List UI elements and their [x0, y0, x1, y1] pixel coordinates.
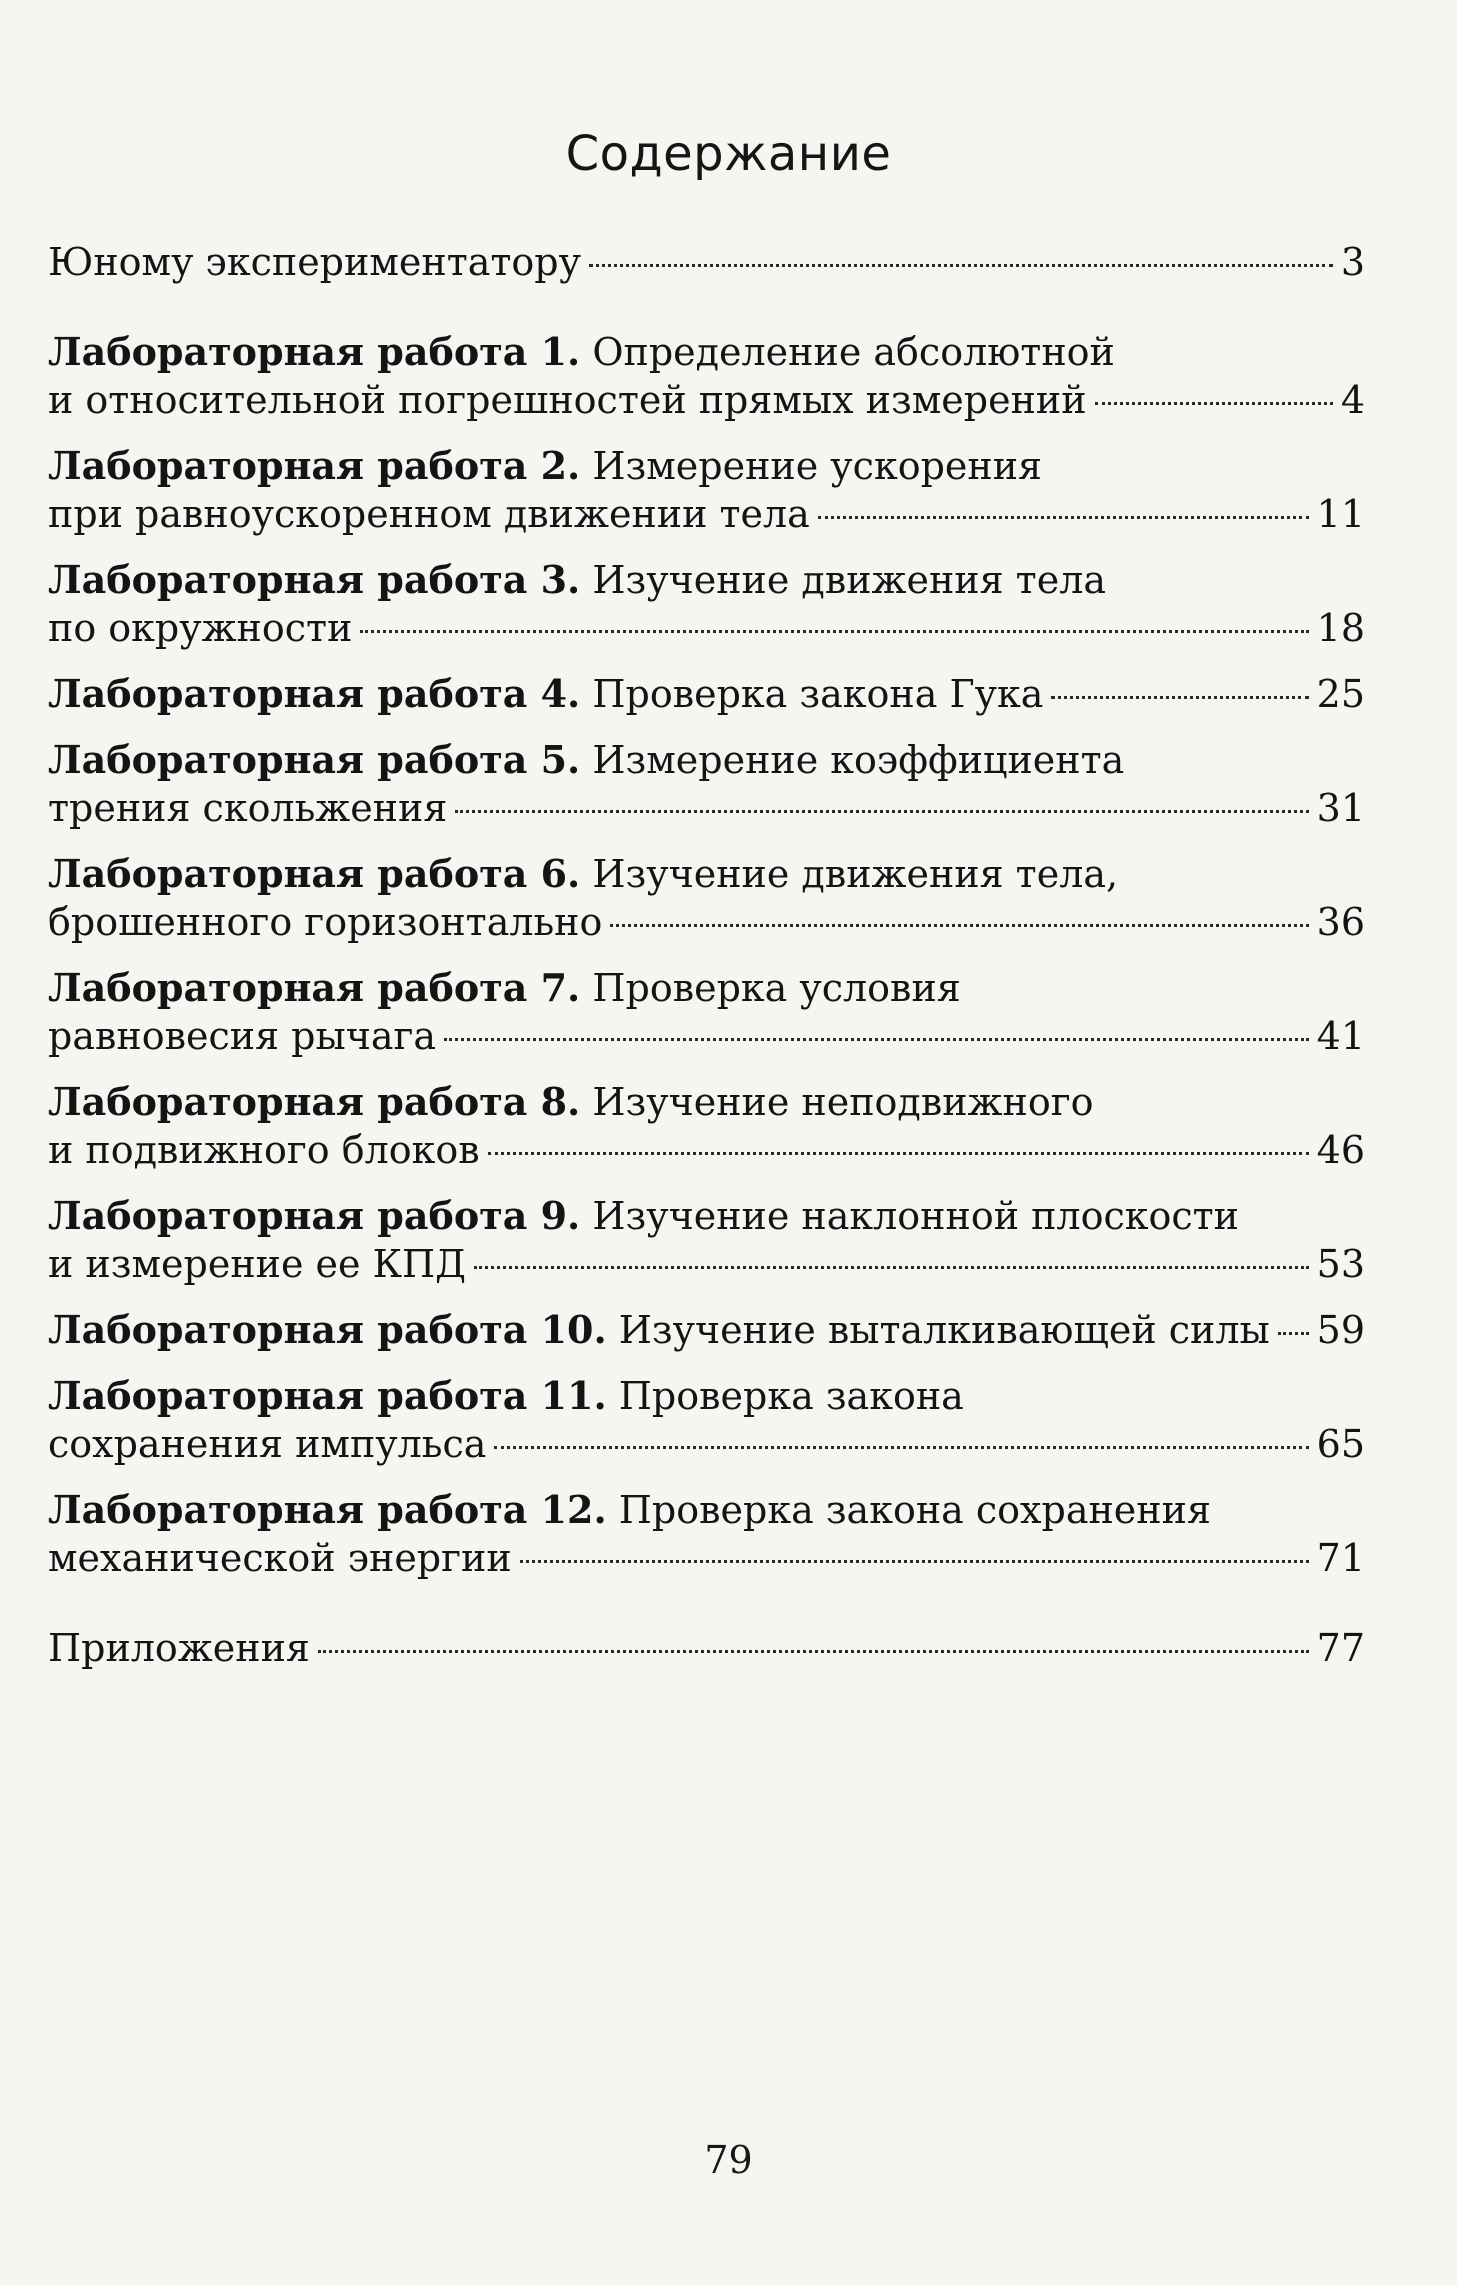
- toc-entry-page-number: 31: [1316, 786, 1365, 830]
- toc-entry-leader-line: [48, 1306, 1365, 1354]
- toc-entry-title-start: Проверка закона: [618, 1374, 964, 1418]
- dot-leader: [818, 516, 1309, 519]
- toc-entry-lab-number: Лабораторная работа 7.: [48, 965, 581, 1010]
- toc-entry-title-start: Изучение движения тела: [592, 558, 1106, 602]
- toc-entry-lab-number: Лабораторная работа 12.: [48, 1487, 607, 1532]
- toc-entry-lab-number: Лабораторная работа 10.: [48, 1307, 607, 1352]
- toc-entry[interactable]: [48, 556, 1365, 652]
- toc-entry-leader-line: [48, 898, 1365, 946]
- toc-entry-text: [48, 1534, 512, 1582]
- toc-entry-title: Приложения: [48, 1626, 310, 1670]
- toc-entry-title: и подвижного блоков: [48, 1128, 480, 1172]
- toc-entry[interactable]: [48, 1078, 1365, 1174]
- page-title: Содержание: [565, 126, 892, 182]
- toc-entry[interactable]: [48, 670, 1365, 718]
- toc-entry[interactable]: [48, 964, 1365, 1060]
- toc-entry[interactable]: [48, 1372, 1365, 1468]
- toc-entry-lab-number: Лабораторная работа 3.: [48, 557, 581, 602]
- toc-entry-leader-line: [48, 670, 1365, 718]
- toc-entry-title: и относительной погрешностей прямых измерений: [48, 378, 1087, 422]
- toc-entry-text: [48, 1624, 310, 1672]
- toc-entry-heading-line: [48, 736, 1365, 784]
- toc-entry-page-number: 77: [1316, 1626, 1365, 1670]
- toc-entry[interactable]: [48, 328, 1365, 424]
- toc-entry-heading-line: [48, 1192, 1365, 1240]
- toc-entry-title-start: Измерение ускорения: [592, 444, 1043, 488]
- toc-entry[interactable]: [48, 850, 1365, 946]
- toc-entry-heading-line: [48, 964, 1365, 1012]
- toc-entry-heading-line: [48, 1486, 1365, 1534]
- toc-entry[interactable]: [48, 238, 1365, 286]
- toc-entry-heading-line: [48, 556, 1365, 604]
- toc-entry[interactable]: [48, 1192, 1365, 1288]
- toc-entry-text: [48, 1012, 436, 1060]
- toc-entry-page-number: 18: [1316, 606, 1365, 650]
- toc-entry-title: трения скольжения: [48, 786, 448, 830]
- toc-entry-title: Проверка закона Гука: [592, 672, 1044, 716]
- toc-entry-title-start: Изучение неподвижного: [592, 1080, 1094, 1124]
- toc-entry-title: и измерение ее КПД: [48, 1242, 467, 1286]
- toc-entry-text: [48, 1306, 1270, 1354]
- toc-entry-leader-line: [48, 1534, 1365, 1582]
- dot-leader: [610, 924, 1308, 927]
- toc-entry-page-number: 11: [1316, 492, 1365, 536]
- toc-entry-leader-line: [48, 604, 1365, 652]
- toc-entry-title: при равноускоренном движении тела: [48, 492, 810, 536]
- toc-entry-page-number: 53: [1316, 1242, 1365, 1286]
- toc-entry-heading-line: [48, 328, 1365, 376]
- toc-entry-title: Юному экспериментатору: [48, 240, 581, 284]
- toc-entry-page-number: 4: [1340, 378, 1365, 422]
- dot-leader: [520, 1560, 1309, 1563]
- toc-entry-text: [48, 784, 447, 832]
- toc-entry-leader-line: [48, 376, 1365, 424]
- toc-entry[interactable]: [48, 442, 1365, 538]
- toc-entry-page-number: 65: [1316, 1422, 1365, 1466]
- toc-entry-text: [48, 490, 810, 538]
- toc-entry-title-start: Проверка условия: [592, 966, 961, 1010]
- toc-entry-lab-number: Лабораторная работа 4.: [48, 671, 581, 716]
- toc-entry-leader-line: [48, 1126, 1365, 1174]
- toc-entry-heading-line: [48, 442, 1365, 490]
- toc-entry-title: Изучение выталкивающей силы: [618, 1308, 1270, 1352]
- toc-entry-title-start: Определение абсолютной: [592, 330, 1115, 374]
- toc-entry-page-number: 41: [1316, 1014, 1365, 1058]
- toc-entry-page-number: 36: [1316, 900, 1365, 944]
- dot-leader: [318, 1650, 1309, 1653]
- toc-entry-leader-line: [48, 1624, 1365, 1672]
- toc-entry-title-start: Измерение коэффициента: [592, 738, 1125, 782]
- dot-leader: [1095, 402, 1333, 405]
- toc-entry-text: [48, 898, 602, 946]
- toc-entry-page-number: 59: [1316, 1308, 1365, 1352]
- dot-leader: [494, 1446, 1308, 1449]
- dot-leader: [444, 1038, 1309, 1041]
- dot-leader: [360, 630, 1308, 633]
- toc-entry-leader-line: [48, 784, 1365, 832]
- toc-entry-title-start: Изучение наклонной плоскости: [592, 1194, 1239, 1238]
- toc-entry[interactable]: [48, 1306, 1365, 1354]
- toc-entry-leader-line: [48, 490, 1365, 538]
- dot-leader: [455, 810, 1308, 813]
- toc-entry-lab-number: Лабораторная работа 5.: [48, 737, 581, 782]
- toc-entry-title: брошенного горизонтально: [48, 900, 603, 944]
- page-number: 79: [704, 2138, 753, 2182]
- toc-entry-title: сохранения импульса: [48, 1422, 487, 1466]
- toc-entry-text: [48, 1240, 466, 1288]
- toc-entry-leader-line: [48, 1012, 1365, 1060]
- toc-entry-title-start: Проверка закона сохранения: [618, 1488, 1211, 1532]
- toc-entry[interactable]: [48, 1486, 1365, 1582]
- toc-entry-lab-number: Лабораторная работа 2.: [48, 443, 581, 488]
- toc-entry[interactable]: [48, 736, 1365, 832]
- toc-entry-lab-number: Лабораторная работа 6.: [48, 851, 581, 896]
- toc-entry-leader-line: [48, 1240, 1365, 1288]
- toc-entry-page-number: 3: [1340, 240, 1365, 284]
- toc-entry-page-number: 71: [1316, 1536, 1365, 1580]
- dot-leader: [488, 1152, 1309, 1155]
- toc-entry[interactable]: [48, 1624, 1365, 1672]
- toc-entry-title: равновесия рычага: [48, 1014, 437, 1058]
- toc-entry-text: [48, 1126, 480, 1174]
- toc-entry-title-start: Изучение движения тела,: [592, 852, 1119, 896]
- toc-entry-lab-number: Лабораторная работа 11.: [48, 1373, 607, 1418]
- dot-leader: [589, 264, 1333, 267]
- toc-entry-lab-number: Лабораторная работа 9.: [48, 1193, 581, 1238]
- toc-entry-heading-line: [48, 850, 1365, 898]
- toc-entry-text: [48, 604, 352, 652]
- toc-entry-title: механической энергии: [48, 1536, 512, 1580]
- toc-entry-heading-line: [48, 1078, 1365, 1126]
- dot-leader: [1051, 696, 1308, 699]
- toc-entry-leader-line: [48, 1420, 1365, 1468]
- toc-entry-text: [48, 376, 1087, 424]
- dot-leader: [474, 1266, 1309, 1269]
- toc-entry-text: [48, 1420, 486, 1468]
- toc-entry-leader-line: [48, 238, 1365, 286]
- toc-entry-page-number: 25: [1316, 672, 1365, 716]
- toc-entry-text: [48, 670, 1043, 718]
- table-of-contents: [48, 238, 1365, 1672]
- toc-entry-lab-number: Лабораторная работа 8.: [48, 1079, 581, 1124]
- toc-entry-heading-line: [48, 1372, 1365, 1420]
- toc-entry-page-number: 46: [1316, 1128, 1365, 1172]
- dot-leader: [1278, 1332, 1309, 1335]
- toc-entry-lab-number: Лабораторная работа 1.: [48, 329, 581, 374]
- toc-entry-text: [48, 238, 581, 286]
- toc-entry-title: по окружности: [48, 606, 353, 650]
